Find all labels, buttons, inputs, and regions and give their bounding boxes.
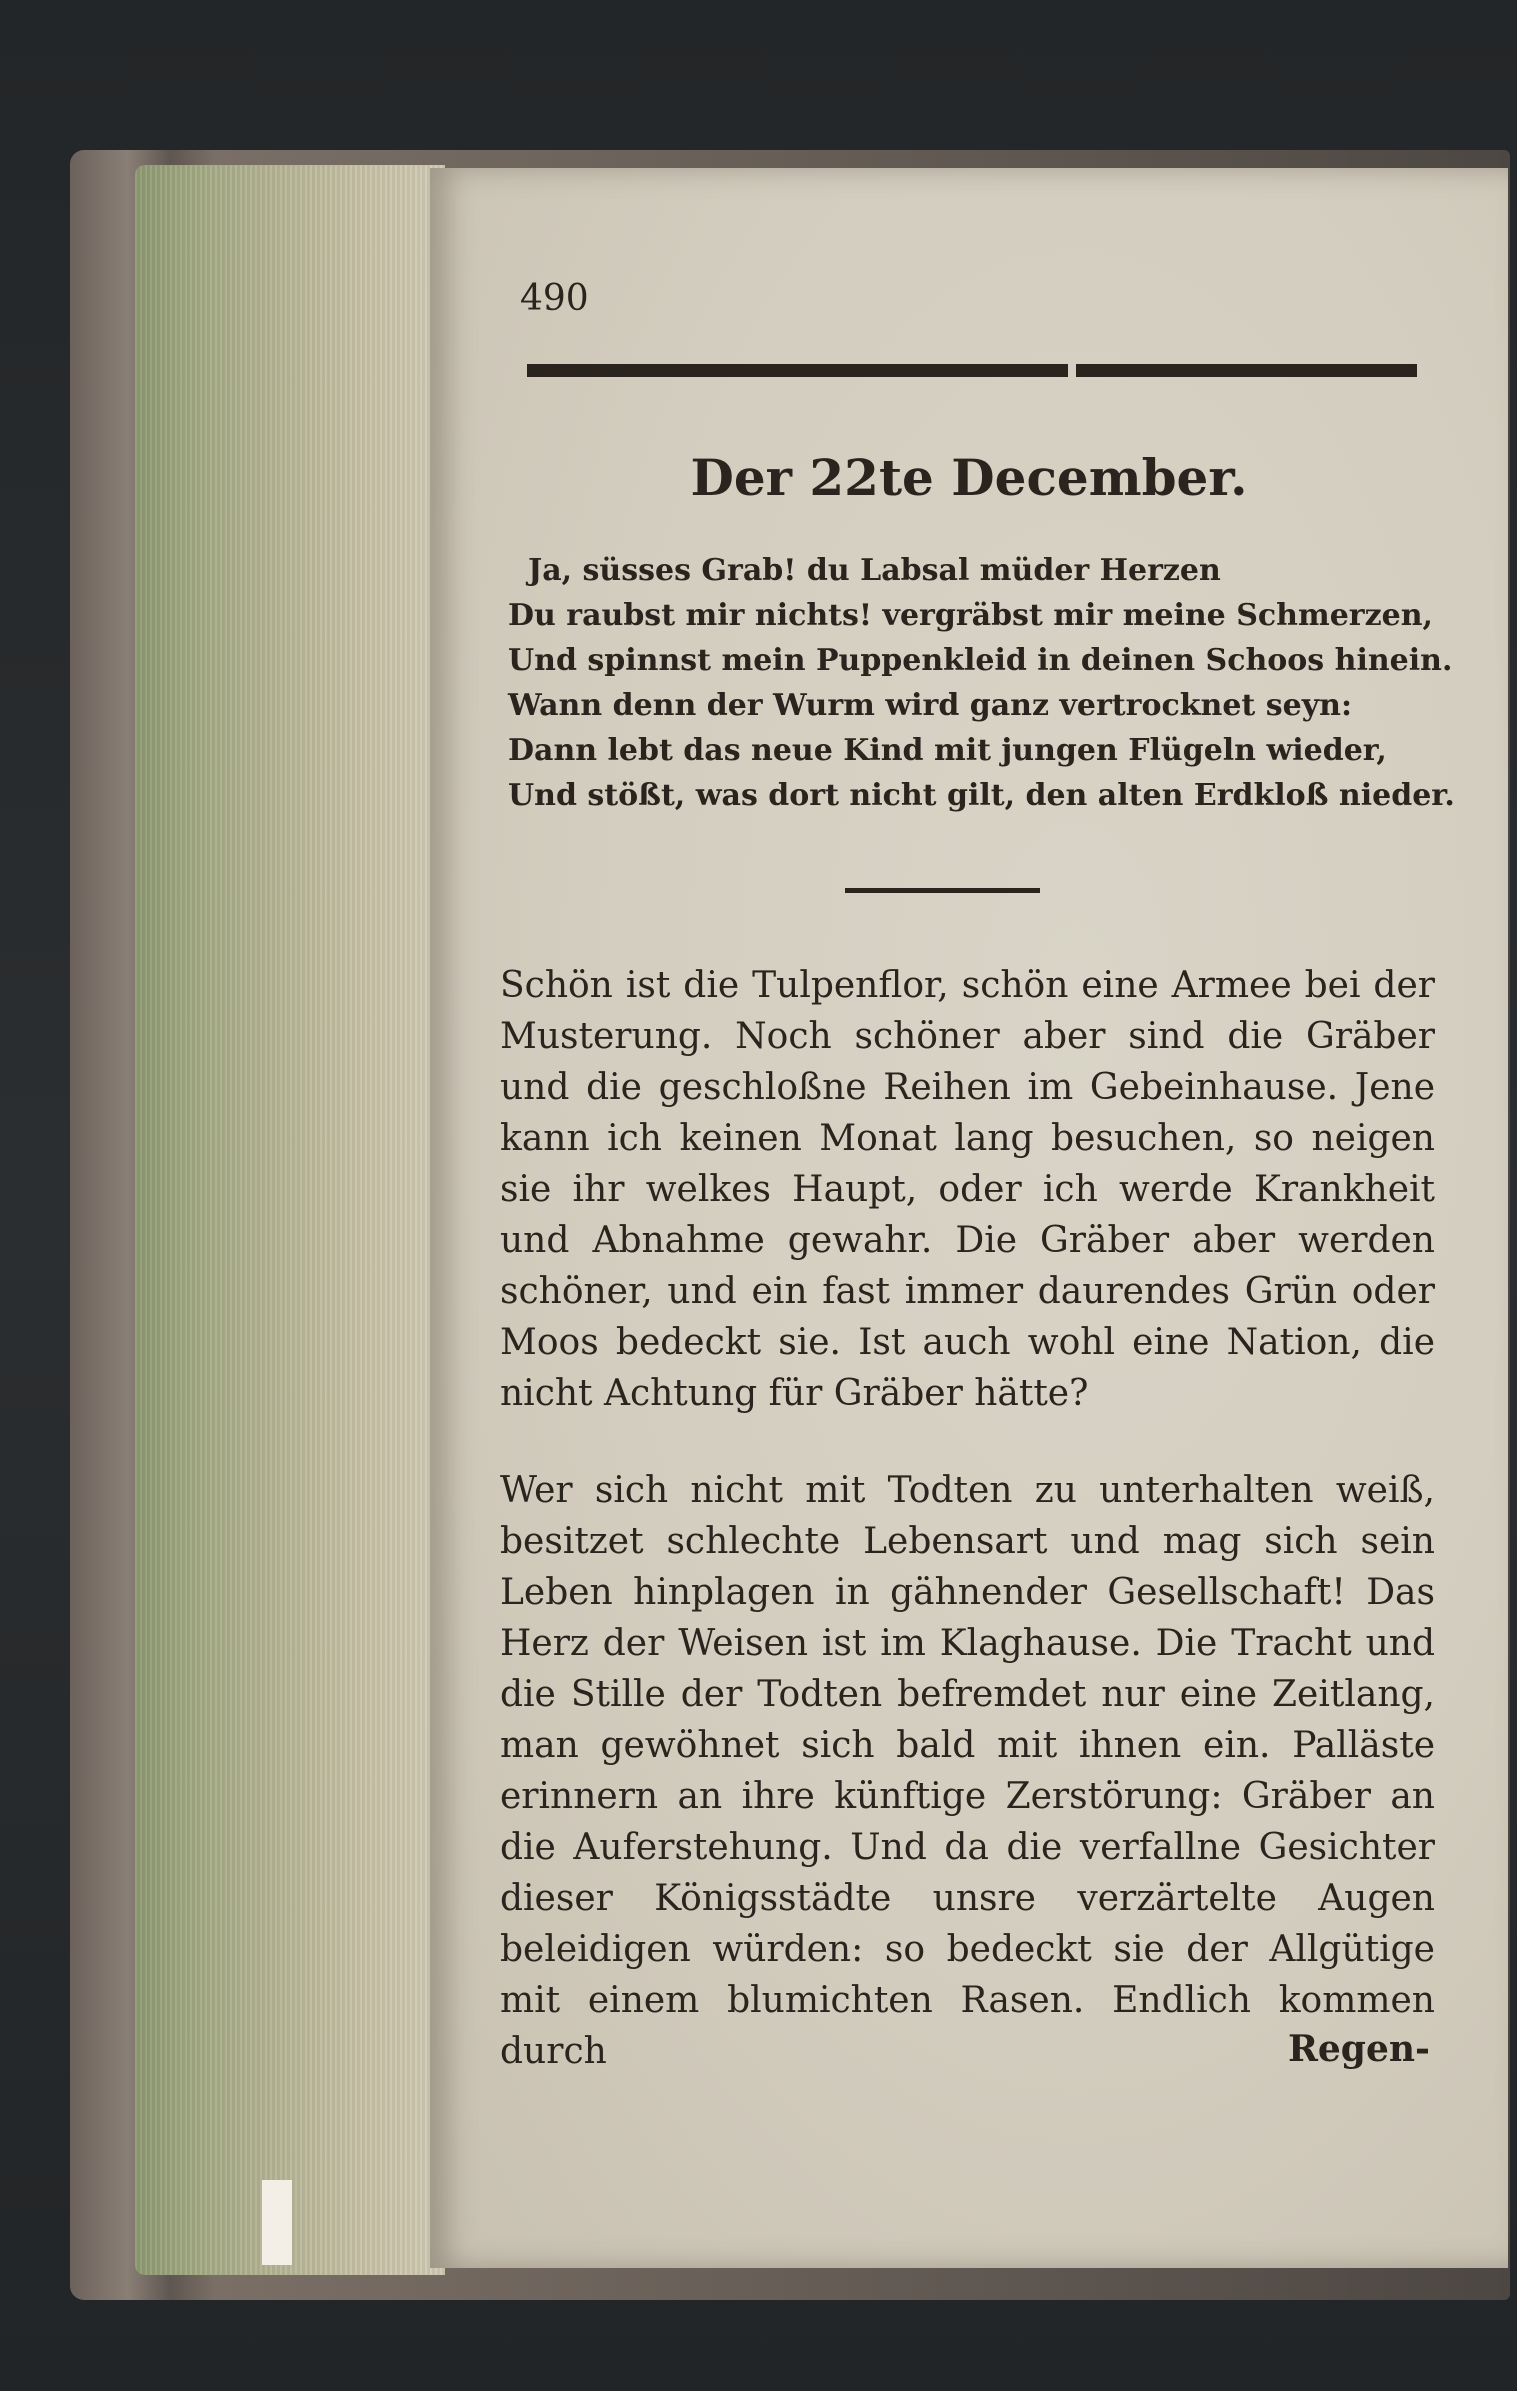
poem — [508, 548, 1468, 818]
poem-line: Und stößt, was dort nicht gilt, den alten Erdkloß nieder. — [508, 778, 1455, 813]
bookmark-tab — [262, 2180, 292, 2265]
section-heading: Der 22te December. — [690, 448, 1248, 507]
header-rule — [527, 364, 1417, 377]
catchword: Regen- — [1287, 2028, 1430, 2070]
body-paragraph: Schön ist die Tulpenflor, schön eine Armee bei der Musterung. Noch schöner aber sind die Gräber und die geschloßne Reihen im Gebeinhause. Jene kann ich keinen Monat lang besuchen, so neigen sie ihr welkes Haupt, oder ich werde Krankheit und Abnahme gewahr. Die Gräber aber werden schöner, und ein fast immer daurendes Grün oder Moos bedeckt sie. Ist auch wohl eine Nation, die nicht Achtung für Gräber hätte? — [500, 965, 1435, 1414]
page-block-edge — [135, 165, 445, 2275]
poem-line: Und spinnst mein Puppenkleid in deinen Schoos hinein. — [508, 643, 1453, 678]
section-divider — [845, 888, 1040, 893]
poem-line: Ja, süsses Grab! du Labsal müder Herzen — [528, 553, 1221, 588]
header-rule-gap — [1068, 362, 1076, 379]
poem-line: Dann lebt das neue Kind mit jungen Flügeln wieder, — [508, 733, 1387, 768]
body-paragraph: Wer sich nicht mit Todten zu unterhalten weiß, besitzet schlechte Lebensart und mag sich sein Leben hinplagen in gähnender Gesellschaft! Das Herz der Weisen ist im Klaghause. Die Tracht und die Stille der Todten befremdet nur eine Zeitlang, man gewöhnet sich bald mit ihnen ein. Palläste erinnern an ihre künftige Zerstörung: Gräber an die Auferstehung. Und da die verfallne Gesichter dieser Königsstädte unsre verzärtelte Augen beleidigen würden: so bedeckt sie der Allgütige mit einem blumichten Rasen. Endlich kommen durch — [500, 1470, 1435, 2072]
page-number: 490 — [520, 278, 589, 319]
poem-line: Wann denn der Wurm wird ganz vertrocknet seyn: — [508, 688, 1353, 723]
poem-line: Du raubst mir nichts! vergräbst mir meine Schmerzen, — [508, 598, 1433, 633]
